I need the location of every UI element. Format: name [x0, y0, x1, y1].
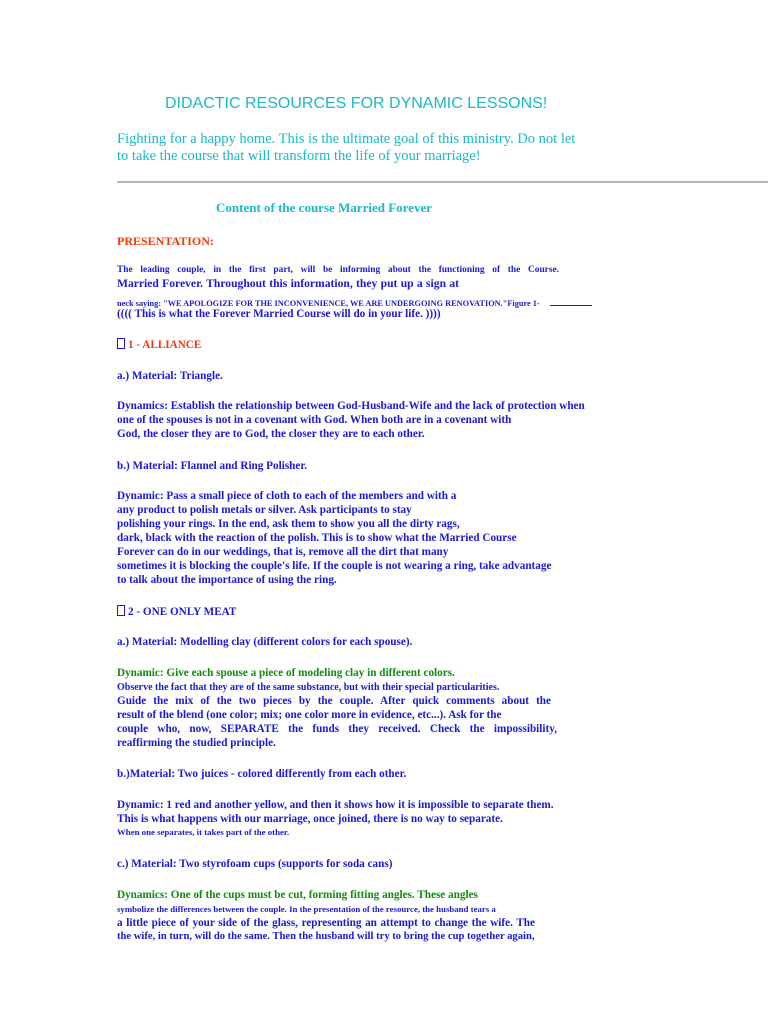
dynamic-a-line-1: Dynamics: Establish the relationship between God-Husband-Wife and the lack of protection when — [117, 400, 585, 412]
content-title: Content of the course Married Forever — [216, 200, 432, 215]
presentation-line-4: (((( This is what the Forever Married Course will do in your life. )))) — [117, 308, 441, 320]
blank-underline — [550, 296, 592, 306]
section-2-heading — [117, 605, 236, 618]
dynamic-b-line-1: Dynamic: Pass a small piece of cloth to each of the members and with a — [117, 490, 457, 502]
page-title: DIDACTIC RESOURCES FOR DYNAMIC LESSONS! — [165, 95, 548, 112]
section-1-heading — [117, 338, 201, 351]
dynamic-cups-line-3: a little piece of your side of the glass, representing an attempt to change the wife. The — [117, 917, 535, 929]
dynamic-b-line-4: dark, black with the reaction of the polish. This is to show what the Married Course — [117, 532, 517, 544]
dynamic-a-line-2: one of the spouses is not in a covenant with God. When both are in a covenant with — [117, 414, 512, 426]
dynamic-juices-line-3: When one separates, it takes part of the other. — [117, 827, 290, 837]
presentation-line-3 — [117, 296, 592, 308]
section-1-heading-text: 1 - ALLIANCE — [128, 339, 202, 351]
material-a-triangle: a.) Material: Triangle. — [117, 370, 223, 382]
presentation-line-1: The leading couple, in the first part, will be informing about the functioning of the Course. — [117, 265, 559, 275]
material-c-cups: c.) Material: Two styrofoam cups (supports for soda cans) — [117, 858, 393, 870]
dynamic-b-line-6: sometimes it is blocking the couple's life. If the couple is not wearing a ring, take advantage — [117, 560, 552, 572]
dynamic-b-line-2: any product to polish metals or silver. Ask participants to stay — [117, 504, 412, 516]
dynamic-a-line-3: God, the closer they are to God, the closer they are to each other. — [117, 428, 425, 440]
missing-glyph-icon — [117, 605, 125, 616]
presentation-line-2: Married Forever. Throughout this information, they put up a sign at — [117, 277, 459, 290]
presentation-heading: PRESENTATION: — [117, 234, 214, 248]
dynamic-clay-line-6: reaffirming the studied principle. — [117, 737, 276, 749]
missing-glyph-icon — [117, 338, 125, 349]
material-b-juices: b.)Material: Two juices - colored differently from each other. — [117, 768, 407, 780]
dynamic-b-line-5: Forever can do in our weddings, that is, remove all the dirt that many — [117, 546, 449, 558]
dynamic-cups-line-4: the wife, in turn, will do the same. Then the husband will try to bring the cup together again, — [117, 931, 535, 942]
material-b-flannel: b.) Material: Flannel and Ring Polisher. — [117, 460, 308, 472]
horizontal-divider — [117, 181, 768, 183]
dynamic-juices-line-2: This is what happens with our marriage, once joined, there is no way to separate. — [117, 813, 503, 825]
presentation-line-3-text: neck saying: "WE APOLOGIZE FOR THE INCONVENIENCE, WE ARE UNDERGOING RENOVATION."Figure 1- — [117, 299, 540, 308]
dynamic-clay-line-1: Dynamic: Give each spouse a piece of modeling clay in different colors. — [117, 667, 455, 679]
dynamic-juices-line-1: Dynamic: 1 red and another yellow, and then it shows how it is impossible to separate them. — [117, 799, 554, 811]
dynamic-clay-line-2: Observe the fact that they are of the same substance, but with their special particularities. — [117, 682, 500, 693]
intro-line-2: to take the course that will transform the life of your marriage! — [117, 148, 481, 164]
dynamic-b-line-7: to talk about the importance of using the ring. — [117, 574, 337, 586]
dynamic-clay-line-5: couple who, now, SEPARATE the funds they received. Check the impossibility, — [117, 723, 557, 735]
dynamic-cups-line-2: symbolize the differences between the couple. In the presentation of the resource, the husband tears a — [117, 904, 496, 914]
section-2-heading-text: 2 - ONE ONLY MEAT — [128, 606, 237, 618]
dynamic-clay-line-3: Guide the mix of the two pieces by the couple. After quick comments about the — [117, 695, 551, 707]
material-a-clay: a.) Material: Modelling clay (different colors for each spouse). — [117, 636, 413, 648]
dynamic-cups-line-1: Dynamics: One of the cups must be cut, forming fitting angles. These angles — [117, 889, 478, 901]
intro-line-1: Fighting for a happy home. This is the ultimate goal of this ministry. Do not let — [117, 131, 576, 147]
dynamic-clay-line-4: result of the blend (one color; mix; one color more in evidence, etc...). Ask for the — [117, 709, 502, 721]
dynamic-b-line-3: polishing your rings. In the end, ask them to show you all the dirty rags, — [117, 518, 460, 530]
